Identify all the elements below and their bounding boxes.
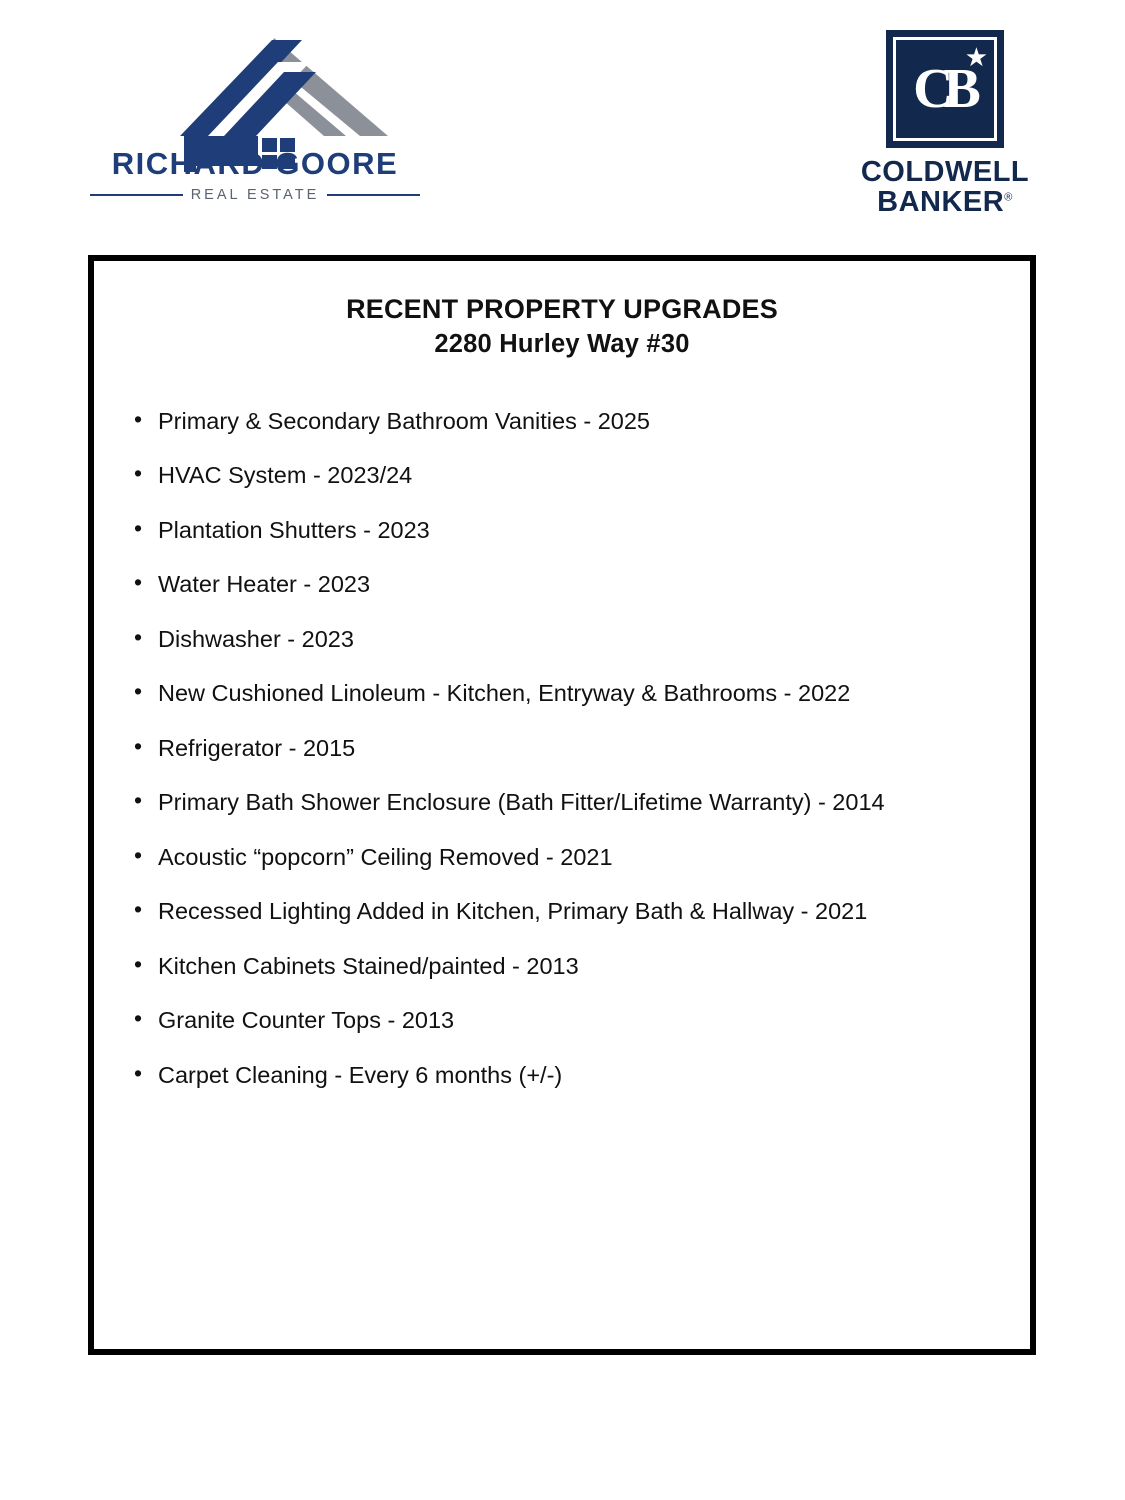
list-item <box>116 896 990 925</box>
list-item-label: Water Heater - 2023 <box>158 571 371 598</box>
list-item <box>116 787 990 816</box>
list-item <box>116 405 990 434</box>
bullet-icon: • <box>134 405 143 432</box>
brokerage-name-line2: BANKER <box>877 185 1005 218</box>
agency-name: RICHARD GOORE <box>111 146 399 181</box>
bullet-icon: • <box>134 732 143 759</box>
list-item-label: HVAC System - 2023/24 <box>158 462 413 489</box>
list-item-label: Acoustic “popcorn” Ceiling Removed - 2021 <box>158 843 613 870</box>
brokerage-name-line1: COLDWELL <box>860 156 1030 188</box>
page-title: RECENT PROPERTY UPGRADES <box>346 294 778 324</box>
bullet-icon: • <box>134 841 143 868</box>
divider-right <box>327 194 420 196</box>
upgrades-list <box>94 405 1030 1088</box>
list-item <box>116 732 990 761</box>
list-item <box>116 569 990 598</box>
list-item-label: Primary & Secondary Bathroom Vanities - 2025 <box>158 407 650 434</box>
agency-tagline: REAL ESTATE <box>190 187 320 203</box>
bullet-icon: • <box>134 569 143 596</box>
list-item-label: Plantation Shutters - 2023 <box>158 516 430 543</box>
bullet-icon: • <box>134 1005 143 1032</box>
list-item-label: Refrigerator - 2015 <box>158 734 356 761</box>
list-item-label: Recessed Lighting Added in Kitchen, Primary Bath & Hallway - 2021 <box>158 898 868 925</box>
list-item <box>116 623 990 652</box>
list-item-label: Kitchen Cabinets Stained/painted - 2013 <box>158 952 579 979</box>
list-item <box>116 460 990 489</box>
bullet-icon: • <box>134 950 143 977</box>
list-item <box>116 678 990 707</box>
star-icon: ★ <box>964 42 988 72</box>
bullet-icon: • <box>134 787 143 814</box>
list-item-label: Granite Counter Tops - 2013 <box>158 1007 455 1034</box>
richard-goore-wordmark <box>90 148 420 203</box>
trademark-symbol: ® <box>1004 191 1013 204</box>
list-item <box>116 950 990 979</box>
divider-left <box>90 194 183 196</box>
cb-monogram: CB <box>913 58 971 120</box>
list-item-label: Dishwasher - 2023 <box>158 625 354 652</box>
list-item <box>116 1059 990 1088</box>
page-subtitle: 2280 Hurley Way #30 <box>434 330 690 359</box>
bullet-icon: • <box>134 623 143 650</box>
upgrades-sheet <box>88 255 1036 1355</box>
list-item <box>116 514 990 543</box>
coldwell-banker-mark-icon <box>886 30 1004 148</box>
list-item-label: New Cushioned Linoleum - Kitchen, Entryway & Bathrooms - 2022 <box>158 680 851 707</box>
bullet-icon: • <box>134 678 143 705</box>
bullet-icon: • <box>134 1059 143 1086</box>
list-item <box>116 1005 990 1034</box>
list-item-label: Carpet Cleaning - Every 6 months (+/-) <box>158 1061 563 1088</box>
list-item <box>116 841 990 870</box>
document-header <box>0 0 1125 235</box>
bullet-icon: • <box>134 514 143 541</box>
coldwell-banker-logo <box>855 30 1035 218</box>
bullet-icon: • <box>134 460 143 487</box>
brokerage-name <box>855 158 1035 218</box>
list-item-label: Primary Bath Shower Enclosure (Bath Fitter/Lifetime Warranty) - 2014 <box>158 789 885 816</box>
bullet-icon: • <box>134 896 143 923</box>
